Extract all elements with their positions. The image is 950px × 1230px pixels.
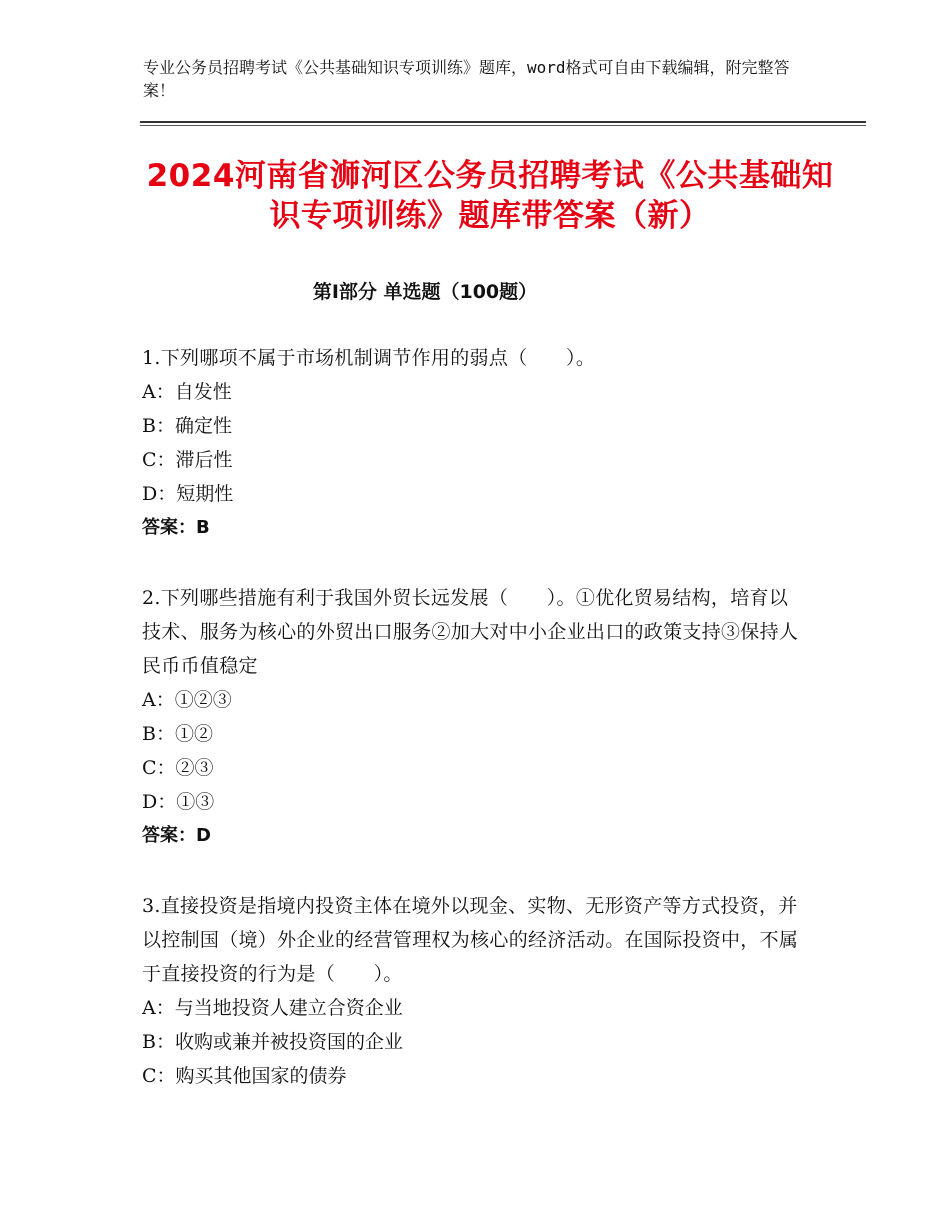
option-a: A：①②③ xyxy=(142,689,232,711)
question-3 xyxy=(142,889,802,1093)
question-1 xyxy=(142,341,802,545)
header-divider-thick xyxy=(140,121,866,123)
question-stem: 2.下列哪些措施有利于我国外贸长远发展（ ）。①优化贸易结构，培育以技术、服务为核心的外贸出口服务②加大对中小企业出口的政策支持③保持人民币币值稳定 xyxy=(142,587,799,677)
answer-label: 答案：D xyxy=(142,825,211,846)
option-b: B：确定性 xyxy=(142,415,232,437)
question-stem: 3.直接投资是指境内投资主体在境外以现金、实物、无形资产等方式投资，并以控制国（境）外企业的经营管理权为核心的经济活动。在国际投资中，不属于直接投资的行为是（ ）。 xyxy=(142,895,799,985)
document-title: 2024河南省浉河区公务员招聘考试《公共基础知识专项训练》题库带答案（新） xyxy=(146,158,834,234)
option-d: D：短期性 xyxy=(142,483,234,505)
option-d: D：①③ xyxy=(142,791,215,813)
option-c: C：购买其他国家的债券 xyxy=(142,1065,347,1087)
option-a: A：自发性 xyxy=(142,381,232,403)
option-c: C：②③ xyxy=(142,757,214,779)
question-stem: 1.下列哪项不属于市场机制调节作用的弱点（ ）。 xyxy=(142,347,596,369)
option-b: B：收购或兼并被投资国的企业 xyxy=(142,1031,403,1053)
question-2 xyxy=(142,581,802,853)
option-a: A：与当地投资人建立合资企业 xyxy=(142,997,403,1019)
header-divider-thin xyxy=(140,125,866,126)
option-b: B：①② xyxy=(142,723,213,745)
option-c: C：滞后性 xyxy=(142,449,233,471)
section-title: 第Ⅰ部分 单选题（100题） xyxy=(312,281,538,303)
answer-label: 答案：B xyxy=(142,517,210,538)
header-note: 专业公务员招聘考试《公共基础知识专项训练》题库，word格式可自由下载编辑，附完整答案！ xyxy=(143,58,790,100)
